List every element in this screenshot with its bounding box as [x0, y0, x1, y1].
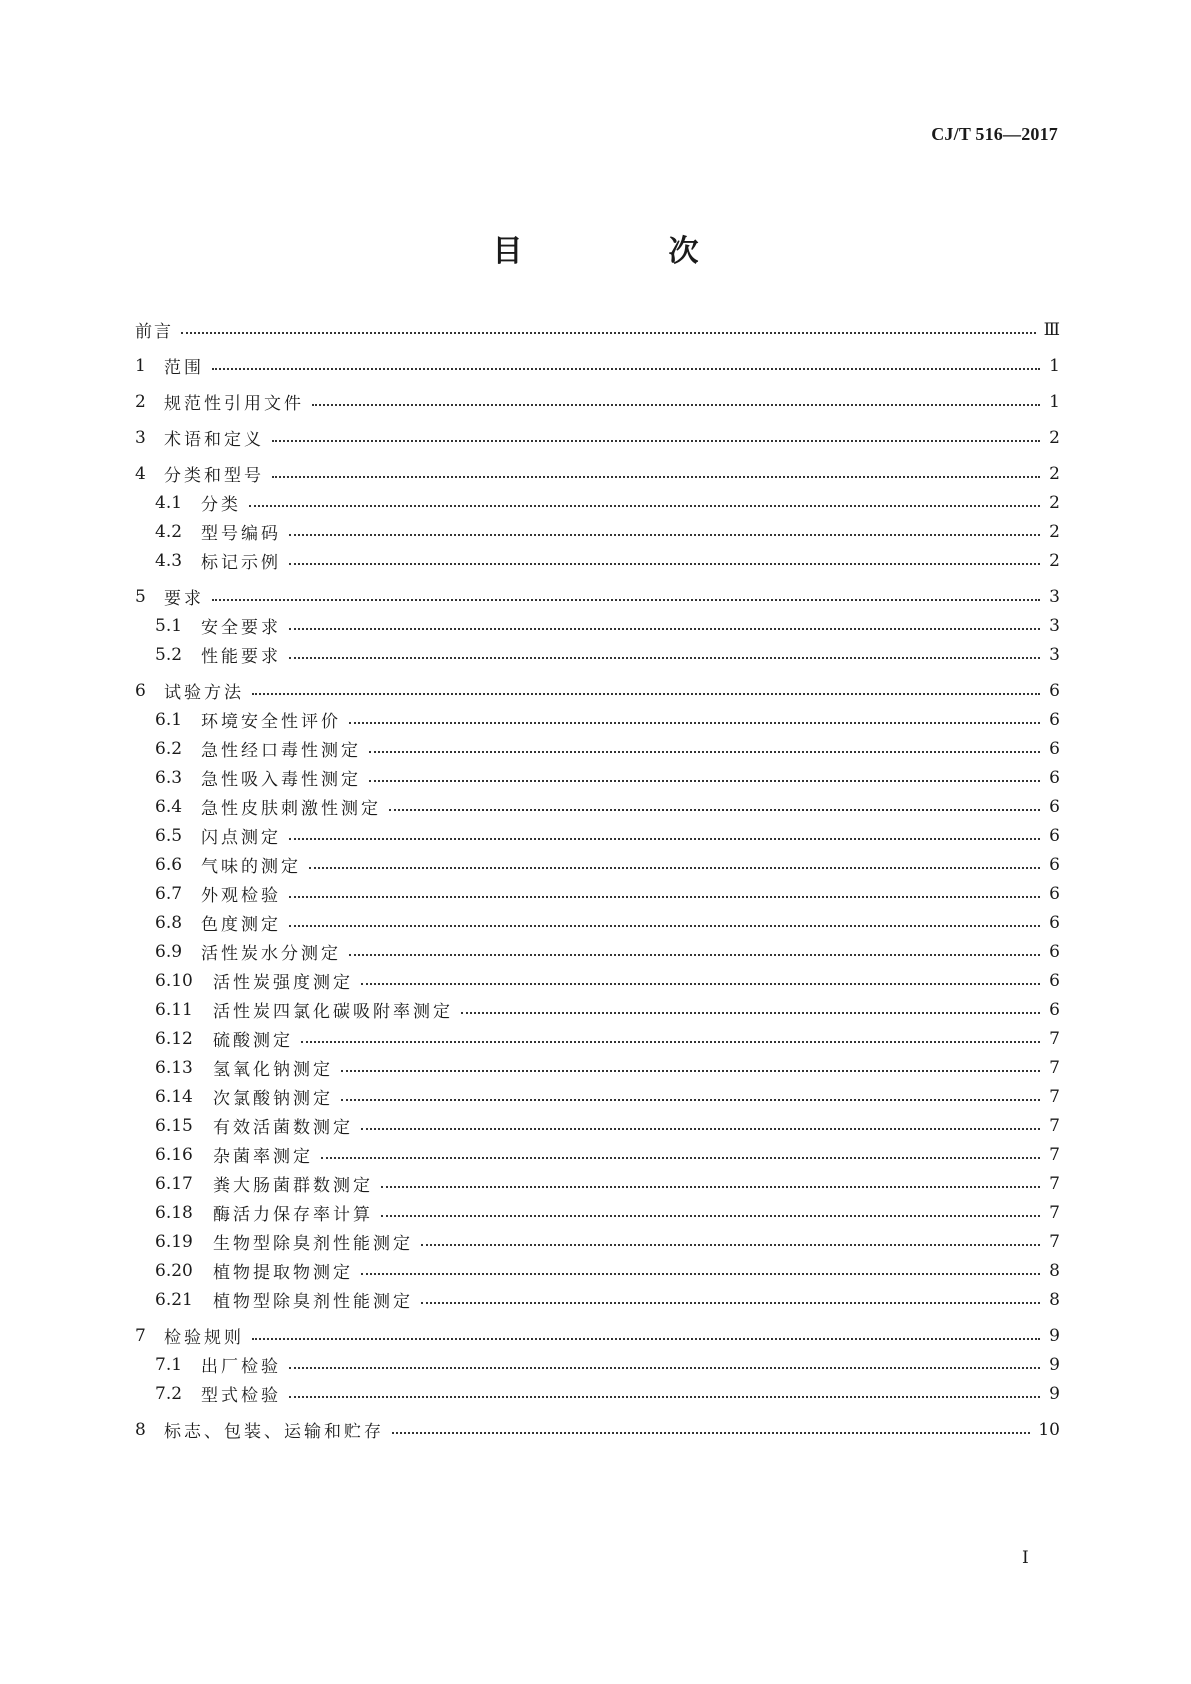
toc-entry-page: 9 — [1049, 1325, 1060, 1346]
toc-entry-number: 6.16 — [155, 1144, 193, 1165]
dot-leader — [252, 1337, 1040, 1340]
toc-entry-number: 6.10 — [155, 970, 193, 991]
toc-entry-title: 性能要求 — [201, 647, 281, 667]
dot-leader — [461, 1011, 1040, 1014]
toc-entry-page: 3 — [1049, 644, 1060, 665]
toc-entry-number: 4 — [135, 463, 146, 484]
dot-leader — [289, 627, 1040, 630]
toc-entry-page: 8 — [1049, 1289, 1060, 1310]
toc-entry-title: 粪大肠菌群数测定 — [213, 1176, 373, 1196]
dot-leader — [289, 1366, 1040, 1369]
toc-entry-title: 杂菌率测定 — [213, 1147, 313, 1167]
toc-entry-number: 6.9 — [155, 941, 183, 962]
toc-entry-title: 前言 — [135, 322, 173, 342]
toc-entry-title: 酶活力保存率计算 — [213, 1205, 373, 1225]
dot-leader — [369, 750, 1040, 753]
toc-entry-number: 4.1 — [155, 492, 183, 513]
toc-entry[interactable] — [135, 1111, 1060, 1140]
toc-entry[interactable] — [135, 517, 1060, 546]
toc-entry[interactable] — [135, 1285, 1060, 1314]
toc-entry-title: 要求 — [164, 589, 204, 609]
dot-leader — [289, 924, 1040, 927]
toc-entry-number: 5.2 — [155, 644, 183, 665]
dot-leader — [381, 1214, 1040, 1217]
toc-entry[interactable] — [135, 1415, 1060, 1444]
toc-entry[interactable] — [135, 995, 1060, 1024]
toc-entry-title: 环境安全性评价 — [201, 712, 341, 732]
page-number: I — [1022, 1548, 1029, 1568]
table-of-contents — [135, 315, 1060, 1444]
toc-entry-number: 1 — [135, 355, 146, 376]
toc-entry-number: 6.12 — [155, 1028, 193, 1049]
toc-entry-title: 色度测定 — [201, 915, 281, 935]
toc-entry[interactable] — [135, 1169, 1060, 1198]
toc-entry[interactable] — [135, 1024, 1060, 1053]
dot-leader — [289, 533, 1040, 536]
toc-entry[interactable] — [135, 546, 1060, 575]
toc-entry[interactable] — [135, 821, 1060, 850]
toc-entry-page: 2 — [1049, 521, 1060, 542]
toc-entry[interactable] — [135, 582, 1060, 611]
toc-entry[interactable] — [135, 315, 1060, 344]
dot-leader — [181, 331, 1036, 334]
toc-entry-title: 活性炭四氯化碳吸附率测定 — [213, 1002, 453, 1022]
toc-entry[interactable] — [135, 792, 1060, 821]
toc-entry[interactable] — [135, 351, 1060, 380]
toc-entry-page: 6 — [1049, 709, 1060, 730]
toc-entry-number: 6.19 — [155, 1231, 193, 1252]
dot-leader — [212, 367, 1040, 370]
toc-entry[interactable] — [135, 1227, 1060, 1256]
toc-entry-page: 1 — [1049, 391, 1060, 412]
toc-entry-page: 3 — [1049, 586, 1060, 607]
toc-entry-number: 7.1 — [155, 1354, 183, 1375]
toc-entry-number: 6.7 — [155, 883, 183, 904]
toc-entry-number: 6.20 — [155, 1260, 193, 1281]
toc-entry[interactable] — [135, 1082, 1060, 1111]
toc-entry-page: 6 — [1049, 825, 1060, 846]
toc-entry-page: 2 — [1049, 463, 1060, 484]
dot-leader — [421, 1301, 1040, 1304]
toc-entry[interactable] — [135, 1256, 1060, 1285]
toc-entry-title: 术语和定义 — [164, 430, 264, 450]
toc-entry[interactable] — [135, 1379, 1060, 1408]
toc-entry[interactable] — [135, 850, 1060, 879]
toc-entry[interactable] — [135, 908, 1060, 937]
toc-entry-title: 标记示例 — [201, 553, 281, 573]
dot-leader — [301, 1040, 1040, 1043]
toc-entry-page: 7 — [1049, 1086, 1060, 1107]
toc-entry[interactable] — [135, 1198, 1060, 1227]
toc-entry-page: Ⅲ — [1043, 319, 1060, 340]
toc-entry[interactable] — [135, 387, 1060, 416]
toc-entry[interactable] — [135, 879, 1060, 908]
toc-entry-title: 标志、包装、运输和贮存 — [164, 1422, 384, 1442]
toc-entry[interactable] — [135, 966, 1060, 995]
toc-entry-number: 6.17 — [155, 1173, 193, 1194]
toc-entry-title: 范围 — [164, 358, 204, 378]
dot-leader — [212, 598, 1040, 601]
dot-leader — [289, 1395, 1040, 1398]
toc-entry[interactable] — [135, 676, 1060, 705]
page-title: 目 次 — [492, 234, 757, 269]
dot-leader — [361, 982, 1040, 985]
toc-entry-title: 分类和型号 — [164, 466, 264, 486]
toc-entry-title: 硫酸测定 — [213, 1031, 293, 1051]
toc-entry-page: 2 — [1049, 492, 1060, 513]
toc-entry-title: 外观检验 — [201, 886, 281, 906]
toc-entry-title: 气味的测定 — [201, 857, 301, 877]
toc-entry-title: 分类 — [201, 495, 241, 515]
toc-entry[interactable] — [135, 734, 1060, 763]
toc-entry-number: 6.3 — [155, 767, 183, 788]
toc-entry-page: 6 — [1049, 854, 1060, 875]
toc-entry[interactable] — [135, 1053, 1060, 1082]
toc-entry-number: 2 — [135, 391, 146, 412]
toc-entry[interactable] — [135, 423, 1060, 452]
dot-leader — [349, 721, 1040, 724]
toc-entry-title: 次氯酸钠测定 — [213, 1089, 333, 1109]
toc-entry[interactable] — [135, 488, 1060, 517]
toc-entry-number: 6.14 — [155, 1086, 193, 1107]
dot-leader — [272, 439, 1040, 442]
toc-entry-page: 7 — [1049, 1028, 1060, 1049]
toc-entry-number: 6.2 — [155, 738, 183, 759]
dot-leader — [341, 1098, 1040, 1101]
toc-entry-page: 9 — [1049, 1354, 1060, 1375]
toc-entry-number: 3 — [135, 427, 146, 448]
toc-entry[interactable] — [135, 937, 1060, 966]
toc-entry-page: 7 — [1049, 1202, 1060, 1223]
toc-entry-title: 生物型除臭剂性能测定 — [213, 1234, 413, 1254]
toc-entry-number: 6.1 — [155, 709, 183, 730]
dot-leader — [309, 866, 1040, 869]
toc-entry-number: 7 — [135, 1325, 146, 1346]
toc-entry-number: 6.15 — [155, 1115, 193, 1136]
toc-entry-title: 急性经口毒性测定 — [201, 741, 361, 761]
dot-leader — [381, 1185, 1040, 1188]
toc-entry-number: 6.21 — [155, 1289, 193, 1310]
toc-entry-title: 规范性引用文件 — [164, 394, 304, 414]
toc-entry-page: 7 — [1049, 1115, 1060, 1136]
toc-entry-number: 5 — [135, 586, 146, 607]
dot-leader — [421, 1243, 1040, 1246]
toc-entry-title: 有效活菌数测定 — [213, 1118, 353, 1138]
dot-leader — [361, 1127, 1040, 1130]
toc-entry-number: 6 — [135, 680, 146, 701]
toc-entry-page: 6 — [1049, 970, 1060, 991]
toc-entry-number: 4.2 — [155, 521, 183, 542]
toc-entry-title: 型式检验 — [201, 1386, 281, 1406]
toc-entry[interactable] — [135, 763, 1060, 792]
toc-entry-page: 10 — [1038, 1419, 1060, 1440]
toc-entry-page: 2 — [1049, 427, 1060, 448]
toc-entry-title: 急性皮肤刺激性测定 — [201, 799, 381, 819]
toc-entry[interactable] — [135, 459, 1060, 488]
toc-entry-page: 6 — [1049, 883, 1060, 904]
toc-entry-title: 急性吸入毒性测定 — [201, 770, 361, 790]
toc-entry-title: 安全要求 — [201, 618, 281, 638]
toc-entry-page: 3 — [1049, 615, 1060, 636]
toc-entry-number: 6.11 — [155, 999, 193, 1020]
dot-leader — [321, 1156, 1040, 1159]
toc-entry-title: 活性炭水分测定 — [201, 944, 341, 964]
dot-leader — [289, 656, 1040, 659]
toc-entry-number: 5.1 — [155, 615, 183, 636]
toc-entry-title: 植物型除臭剂性能测定 — [213, 1292, 413, 1312]
toc-entry-page: 9 — [1049, 1383, 1060, 1404]
toc-entry-number: 8 — [135, 1419, 146, 1440]
toc-entry[interactable] — [135, 640, 1060, 669]
toc-entry-page: 6 — [1049, 767, 1060, 788]
toc-entry-page: 7 — [1049, 1231, 1060, 1252]
dot-leader — [392, 1431, 1030, 1434]
toc-entry[interactable] — [135, 1350, 1060, 1379]
dot-leader — [341, 1069, 1040, 1072]
dot-leader — [249, 504, 1040, 507]
toc-entry-title: 植物提取物测定 — [213, 1263, 353, 1283]
toc-entry-number: 6.13 — [155, 1057, 193, 1078]
dot-leader — [361, 1272, 1040, 1275]
toc-entry-title: 闪点测定 — [201, 828, 281, 848]
standard-code: CJ/T 516—2017 — [931, 124, 1058, 144]
toc-entry-number: 6.4 — [155, 796, 183, 817]
toc-entry-number: 6.6 — [155, 854, 183, 875]
toc-entry-page: 7 — [1049, 1144, 1060, 1165]
toc-entry-page: 6 — [1049, 912, 1060, 933]
dot-leader — [389, 808, 1040, 811]
toc-entry-page: 6 — [1049, 941, 1060, 962]
toc-entry[interactable] — [135, 1140, 1060, 1169]
toc-entry-page: 2 — [1049, 550, 1060, 571]
dot-leader — [369, 779, 1040, 782]
toc-entry-page: 8 — [1049, 1260, 1060, 1281]
toc-entry-number: 4.3 — [155, 550, 183, 571]
toc-entry-page: 7 — [1049, 1173, 1060, 1194]
toc-entry-title: 检验规则 — [164, 1328, 244, 1348]
toc-entry-number: 6.5 — [155, 825, 183, 846]
toc-entry-page: 6 — [1049, 796, 1060, 817]
toc-entry-number: 6.8 — [155, 912, 183, 933]
dot-leader — [289, 895, 1040, 898]
dot-leader — [252, 692, 1040, 695]
toc-entry-number: 6.18 — [155, 1202, 193, 1223]
toc-entry[interactable] — [135, 611, 1060, 640]
toc-entry[interactable] — [135, 1321, 1060, 1350]
toc-entry-page: 7 — [1049, 1057, 1060, 1078]
toc-entry-page: 6 — [1049, 680, 1060, 701]
toc-entry-page: 1 — [1049, 355, 1060, 376]
toc-entry-title: 型号编码 — [201, 524, 281, 544]
dot-leader — [272, 475, 1040, 478]
toc-entry-title: 试验方法 — [164, 683, 244, 703]
toc-entry-title: 氢氧化钠测定 — [213, 1060, 333, 1080]
dot-leader — [312, 403, 1040, 406]
dot-leader — [349, 953, 1040, 956]
toc-entry-title: 活性炭强度测定 — [213, 973, 353, 993]
dot-leader — [289, 837, 1040, 840]
toc-entry-page: 6 — [1049, 738, 1060, 759]
toc-entry[interactable] — [135, 705, 1060, 734]
toc-entry-page: 6 — [1049, 999, 1060, 1020]
toc-entry-title: 出厂检验 — [201, 1357, 281, 1377]
toc-entry-number: 7.2 — [155, 1383, 183, 1404]
dot-leader — [289, 562, 1040, 565]
